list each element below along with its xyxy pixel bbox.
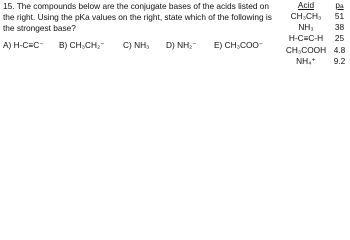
pka-cell: 51: [334, 11, 345, 21]
question-text: [3, 1, 281, 34]
pka-cell: 25: [334, 33, 345, 44]
option-d-formula: NH₂⁻: [177, 40, 197, 50]
pka-table: [285, 0, 349, 67]
option-e-letter: E): [214, 40, 223, 50]
option-d-letter: D): [166, 40, 175, 50]
pka-cell: 4.8: [333, 44, 346, 55]
option-d[interactable]: [166, 40, 197, 50]
table-row: [285, 11, 349, 22]
option-a[interactable]: [3, 40, 44, 50]
table-row: [285, 45, 349, 56]
option-c-formula: NH₃: [134, 40, 150, 50]
table-row: [285, 22, 349, 33]
option-a-formula: H-C≡C⁻: [13, 40, 44, 50]
option-c-letter: C): [123, 40, 132, 50]
pka-subscript: a: [340, 3, 344, 10]
option-e-formula: CH₃COO⁻: [224, 40, 264, 50]
question-body: 15. The compounds below are the conjugate bases of the acids listed on the right. Using the pKa values on the right, state which of the following is the strongest base?: [3, 1, 272, 33]
pka-cell: 38: [334, 22, 345, 33]
table-header-row: [285, 0, 349, 11]
acid-cell: CH₃CH₃: [290, 11, 322, 21]
pka-column-header: pa: [335, 0, 344, 10]
acid-cell: H-C≡C-H: [288, 33, 324, 44]
option-b-letter: B): [59, 40, 68, 50]
acid-column-header: Acid: [297, 0, 315, 10]
acid-cell: NH₃: [298, 22, 314, 33]
acid-cell: NH₄⁺: [296, 55, 316, 66]
table-row: [285, 33, 349, 44]
option-e[interactable]: [214, 40, 263, 50]
option-b-formula: CH₃CH₂⁻: [69, 40, 105, 50]
option-a-letter: A): [3, 40, 12, 50]
acid-cell: CH₃COOH: [285, 44, 327, 55]
option-b[interactable]: [59, 40, 105, 50]
option-c[interactable]: [123, 40, 149, 50]
pka-cell: 9.2: [333, 55, 346, 66]
table-row: [285, 56, 349, 67]
